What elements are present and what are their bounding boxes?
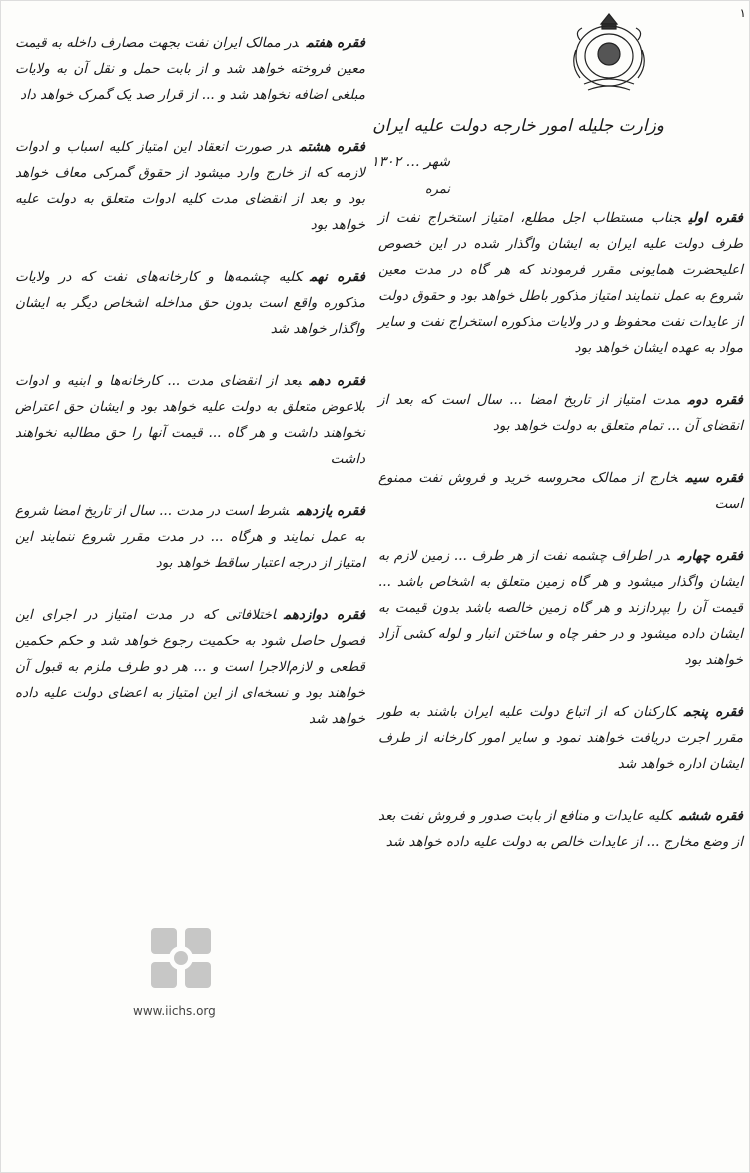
clause — [15, 134, 365, 238]
date-line: شهر … ۱۳۰۲ — [371, 154, 450, 170]
clause-body: کلیه چشمه‌ها و کارخانه‌های نفت که در ولایات مذکوره واقع است بدون حق مداخله اشخاص دیگر به ایشان واگذار خواهد شد — [15, 269, 365, 337]
right-column — [378, 205, 743, 881]
clause-heading: فقره دوم — [687, 392, 743, 408]
clause — [15, 498, 365, 576]
clause-body: در ممالک ایران نفت بجهت مصارف داخله به قیمت معین فروخته خواهد شد و از بابت حمل و نقل آن به ولایات مبلغی اضافه نخواهد شد و ... از قرار صد یک گمرک خواهد داد — [14, 35, 365, 103]
clause-heading: فقره اولی — [688, 210, 743, 226]
clause-heading: فقره چهارم — [677, 548, 743, 564]
clause-heading: فقره ششم — [679, 808, 743, 824]
clause-body: مدت امتیاز از تاریخ امضا ... سال است که بعد از انقضای آن ... تمام متعلق به دولت خواهد بود — [378, 392, 743, 434]
clause-heading: فقره دهم — [309, 373, 365, 389]
clause — [378, 387, 743, 439]
clause-heading: فقره یازدهم — [297, 503, 365, 519]
clause — [15, 30, 365, 108]
clause-heading: فقره هفتم — [306, 35, 365, 51]
lion-and-sun-emblem-icon — [566, 10, 652, 100]
clause-heading: فقره سیم — [685, 470, 743, 486]
clause-body: خارج از ممالک محروسه خرید و فروش نفت ممنوع است — [378, 470, 743, 512]
clause-heading: فقره دوازدهم — [283, 607, 365, 623]
clause-heading: فقره پنجم — [683, 704, 743, 720]
clause-body: اختلافاتی که در مدت امتیاز در اجرای این فصول حاصل شود به حکمیت رجوع خواهد شد و حکم حکمین قطعی و لازم‌الاجرا است و ... هر دو طرف ملزم به قبول آن خواهند بود و نسخه‌ای از این امتیاز به اعضای دولت علیه داده خواهد شد — [15, 607, 365, 727]
ministry-letterhead: وزارت جلیله امور خارجه دولت علیه ایران — [372, 116, 664, 136]
clause — [378, 465, 743, 517]
watermark-text: www.iichs.org — [133, 1004, 216, 1018]
clause — [378, 543, 743, 673]
iichs-logo-icon — [145, 922, 217, 994]
left-column — [15, 30, 365, 758]
clause — [378, 699, 743, 777]
clause — [15, 602, 365, 732]
clause — [378, 205, 743, 361]
clause-body: شرط است در مدت ... سال از تاریخ امضا شروع به عمل نمایند و هرگاه ... در مدت مقرر شروع ننمایند این امتیاز از درجه اعتبار ساقط خواهد بود — [15, 503, 365, 571]
clause-body: کلیه عایدات و منافع از بابت صدور و فروش نفت بعد از وضع مخارج ... از عایدات خالص به دولت علیه داده خواهد شد — [378, 808, 743, 850]
clause-body: بعد از انقضای مدت ... کارخانه‌ها و ابنیه و ادوات بلاعوض متعلق به دولت علیه خواهد بود و ایشان حق اعتراض نخواهند داشت و هر گاه ... قیمت آنها را حق مطالبه نخواهند داشت — [15, 373, 365, 467]
clause — [378, 803, 743, 855]
number-line: نمره — [424, 182, 450, 197]
clause-body: کارکنان که از اتباع دولت علیه ایران باشند به طور مقرر اجرت دریافت خواهند نمود و سایر امور کارخانه از طرف ایشان اداره خواهد شد — [378, 704, 743, 772]
clause — [15, 264, 365, 342]
clause-body: در صورت انعقاد این امتیاز کلیه اسباب و ادوات لازمه که از خارج وارد میشود از حقوق گمرکی معاف خواهد بود و بعد از انقضای مدت کلیه ادوات متعلق به دولت علیه خواهد بود — [15, 139, 365, 233]
page-number: ١ — [739, 6, 746, 20]
clause-body: در اطراف چشمه نفت از هر طرف ... زمین لازم به ایشان واگذار میشود و هر گاه زمین متعلق به اشخاص باشد ... قیمت آن را بپردازند و هر گاه زمین خالصه باشد بدون قیمت به ایشان داده میشود و در حفر چاه و ساختن انبار و لوله کشی آزاد خواهند بود — [378, 548, 743, 668]
clause — [15, 368, 365, 472]
clause-body: جناب مستطاب اجل مطلع، امتیاز استخراج نفت از طرف دولت علیه ایران به ایشان واگذار شده در این خصوص اعلیحضرت همایونی مقرر فرمودند که هر گاه در مدت معین شروع به عمل ننمایند امتیاز مذکور باطل خواهد بود و حقوق دولت از عایدات نفت محفوظ و در ولایات مذکوره استخراج نفت و سایر مواد به عهده ایشان خواهد بود — [378, 210, 743, 356]
clause-heading: فقره هشتم — [299, 139, 365, 155]
clause-heading: فقره نهم — [309, 269, 366, 285]
